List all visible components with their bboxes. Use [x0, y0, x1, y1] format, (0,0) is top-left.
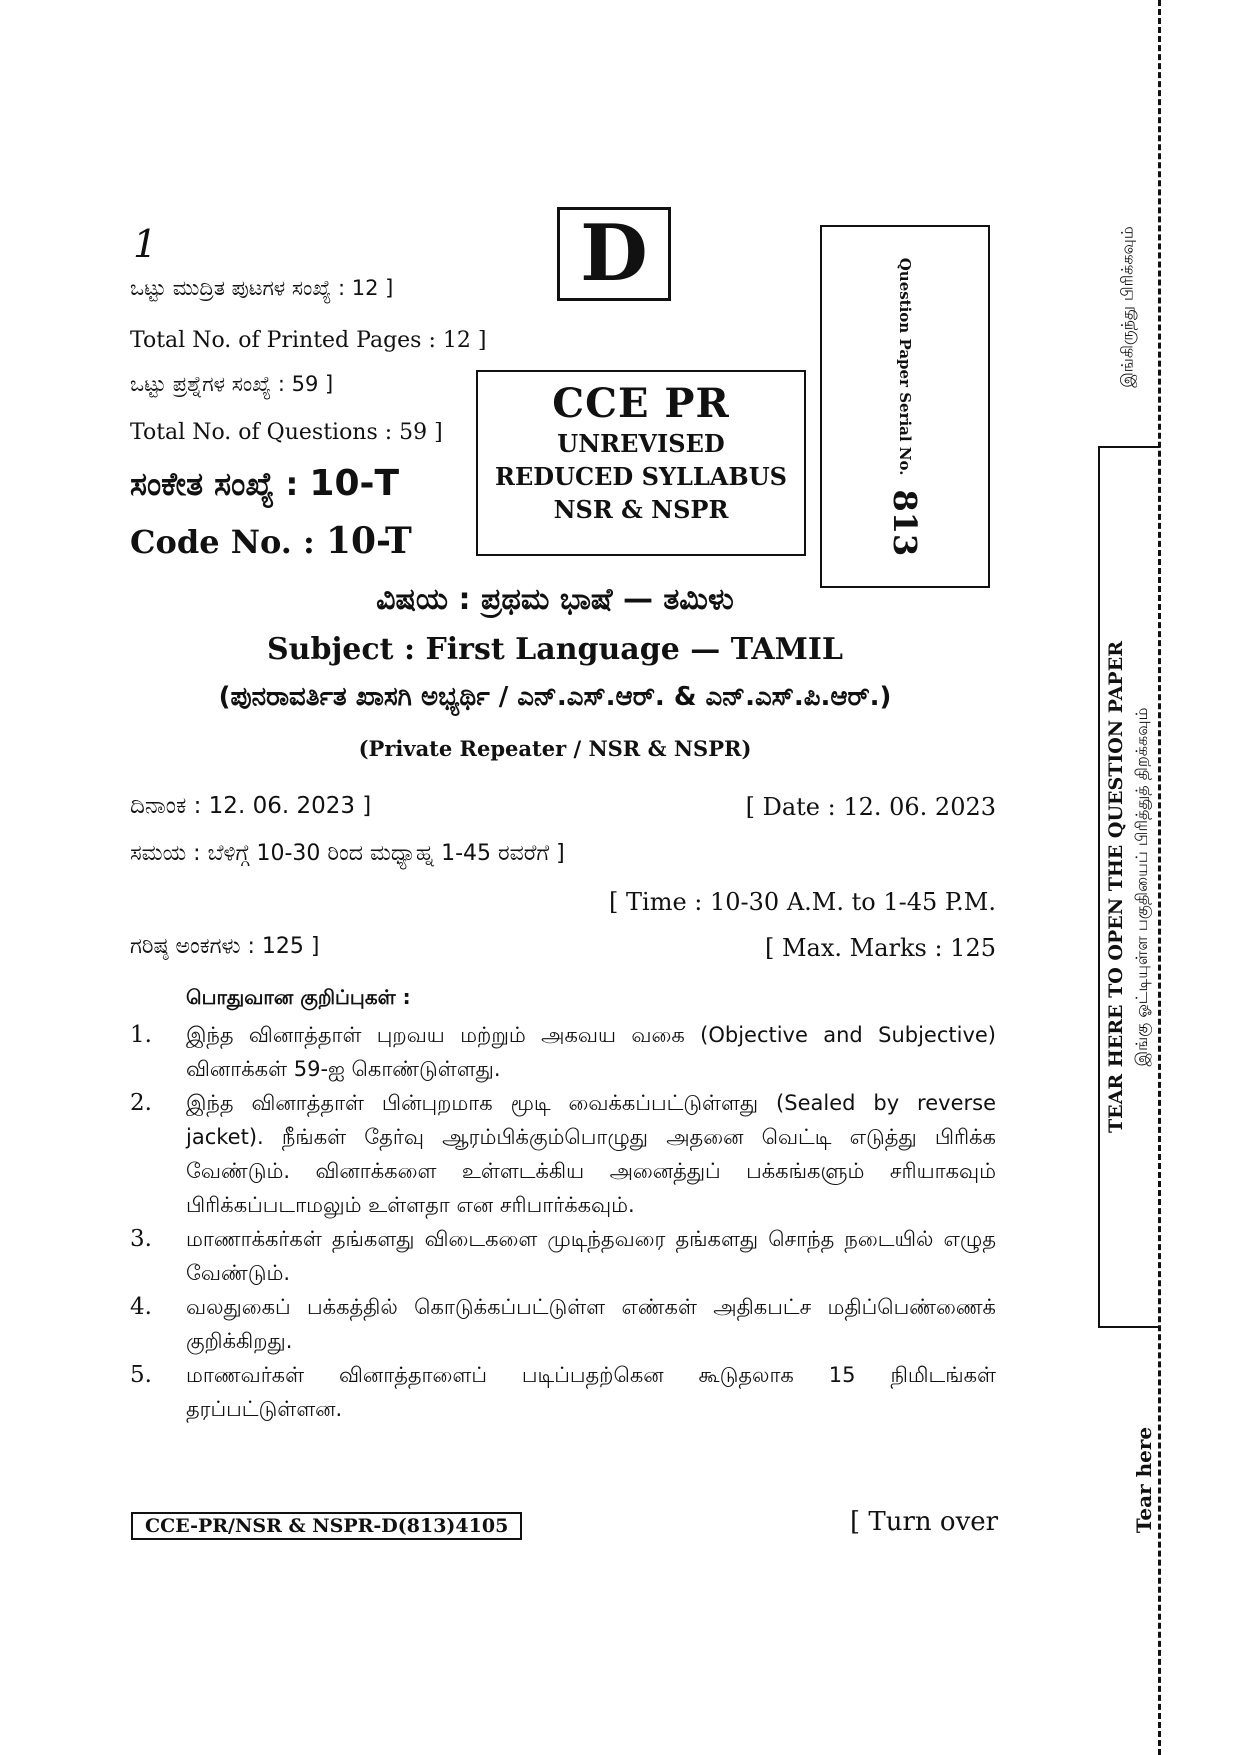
paper-code-footer: CCE-PR/NSR & NSPR-D(813)4105 [131, 1512, 522, 1540]
instruction-number: 3. [130, 1226, 152, 1252]
instructions-list [130, 1018, 996, 1426]
date-english: [ Date : 12. 06. 2023 [745, 793, 996, 821]
serial-label: Question Paper Serial No. [896, 257, 914, 475]
instruction-text: இந்த வினாத்தாள் புறவய மற்றும் அகவய வகை (Objective and Subjective) வினாக்கள் 59-ஐ கொண்டுள்ளது. [186, 1023, 996, 1081]
instruction-item [130, 1086, 996, 1222]
serial-number-box [820, 225, 990, 588]
turn-over-note: [ Turn over [850, 1507, 999, 1537]
instruction-number: 2. [130, 1090, 152, 1116]
code-number-kannada [130, 463, 399, 504]
page-mark: 1 [133, 222, 158, 266]
exam-line-category: NSR & NSPR [553, 495, 729, 524]
tear-instruction-tamil: இங்கு ஓட்டியுள்ள பகுதியைப் பிரித்துத் திறக்கவும் [1132, 707, 1151, 1067]
instruction-item [130, 1290, 996, 1358]
questions-count-english: Total No. of Questions : 59 ] [130, 420, 443, 445]
instruction-item [130, 1222, 996, 1290]
max-marks-english: [ Max. Marks : 125 [764, 934, 996, 962]
exam-line-unrevised: UNREVISED [557, 429, 725, 458]
instruction-text: மாணவர்கள் வினாத்தாளைப் படிப்பதற்கென கூடுதலாக 15 நிமிடங்கள் தரப்பட்டுள்ளன. [186, 1363, 996, 1421]
instruction-number: 5. [130, 1362, 152, 1388]
time-kannada: ಸಮಯ : ಬೆಳಿಗ್ಗೆ 10-30 ರಿಂದ ಮಧ್ಯಾಹ್ನ 1-45 ರವರೆಗೆ ] [130, 841, 565, 866]
instruction-item [130, 1358, 996, 1426]
date-kannada: ದಿನಾಂಕ : 12. 06. 2023 ] [130, 793, 372, 819]
instructions-title: பொதுவான குறிப்புகள் : [186, 985, 411, 1009]
exam-title-box [476, 370, 806, 556]
code-number-english [130, 520, 412, 562]
time-english: [ Time : 10-30 A.M. to 1-45 P.M. [609, 888, 996, 916]
serial-number: 813 [886, 488, 924, 556]
instruction-number: 4. [130, 1294, 152, 1320]
questions-count-kannada: ಒಟ್ಟು ಪ್ರಶ್ನೆಗಳ ಸಂಖ್ಯೆ : 59 ] [130, 372, 334, 396]
paper-version: D [580, 208, 648, 299]
printed-pages-kannada: ಒಟ್ಟು ಮುದ್ರಿತ ಪುಟಗಳ ಸಂಖ್ಯೆ : 12 ] [130, 276, 394, 300]
subject-kannada: ವಿಷಯ : ಪ್ರಥಮ ಭಾಷೆ — ತಮಿಳು [376, 582, 734, 617]
instruction-text: வலதுகைப் பக்கத்தில் கொடுக்கப்பட்டுள்ள எண்கள் அதிகபட்ச மதிப்பெண்ணைக் குறிக்கிறது. [186, 1295, 996, 1353]
instruction-text: மாணாக்கர்கள் தங்களது விடைகளை முடிந்தவரை தங்களது சொந்த நடையில் எழுத வேண்டும். [186, 1227, 996, 1285]
max-marks-kannada: ಗರಿಷ್ಠ ಅಂಕಗಳು : 125 ] [130, 934, 320, 959]
tear-instruction-english: TEAR HERE TO OPEN THE QUESTION PAPER [1105, 641, 1127, 1133]
code-kn-label: ಸಂಕೇತ ಸಂಖ್ಯೆ : [130, 465, 299, 503]
code-en-label: Code No. : [130, 523, 315, 561]
instruction-text: இந்த வினாத்தாள் பின்புறமாக மூடி வைக்கப்பட்டுள்ளது (Sealed by reverse jacket). நீங்கள் தேர்வு ஆரம்பிக்கும்பொழுது அதனை வெட்டி எடுத்து பிரிக்க வேண்டும். வினாக்களை உள்ளடக்கிய அனைத்துப் பக்கங்களும் சரியாகவும் பிரிக்கப்படாமலும் உள்ளதா என சரிபார்க்கவும். [186, 1091, 996, 1217]
instruction-item [130, 1018, 996, 1086]
exam-title: CCE PR [552, 380, 730, 427]
paper-version-box [557, 207, 671, 301]
candidate-type-english: (Private Repeater / NSR & NSPR) [358, 736, 752, 761]
tear-instruction [1103, 641, 1155, 1133]
exam-line-syllabus: REDUCED SYLLABUS [495, 462, 787, 491]
tear-here-label: Tear here [1132, 1426, 1156, 1534]
subject-english: Subject : First Language — TAMIL [267, 632, 843, 667]
serial-number-rotated [886, 257, 924, 556]
candidate-type-kannada: (ಪುನರಾವರ್ತಿತ ಖಾಸಗಿ ಅಭ್ಯರ್ಥಿ / ಎನ್.ಎಸ್.ಆರ್. & ಎನ್.ಎಸ್.ಪಿ.ಆರ್.) [218, 682, 892, 712]
instruction-number: 1. [130, 1022, 152, 1048]
code-kn-value: 10-T [309, 463, 400, 504]
code-en-value: 10-T [325, 520, 412, 562]
printed-pages-english: Total No. of Printed Pages : 12 ] [130, 328, 487, 353]
tear-top-tamil: இங்கிருந்து பிரிக்கவும் [1117, 226, 1137, 388]
